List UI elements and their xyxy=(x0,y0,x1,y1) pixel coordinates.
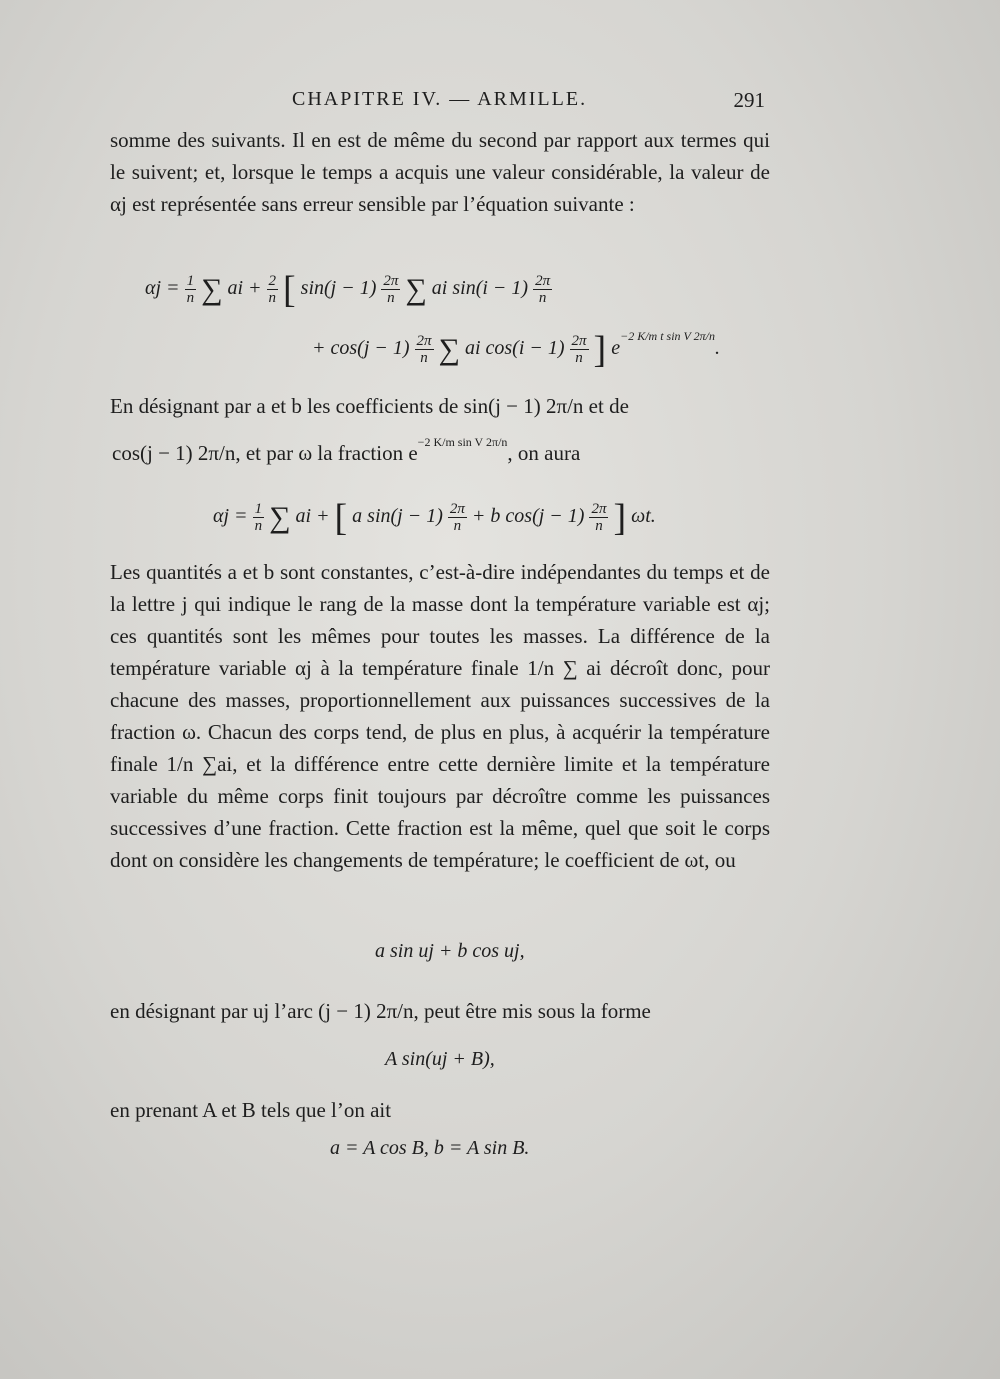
eq4-plus: + b cos(j − 1) xyxy=(471,505,585,527)
eq4-end: ωt. xyxy=(631,505,656,527)
equation-4 xyxy=(213,496,656,540)
eq2-exp: e xyxy=(611,337,621,359)
paragraph-1: somme des suivants. Il en est de même du second par rapport aux termes qui le suivent; et, lorsque le temps a acquis une valeur considérable, la valeur de αj est représentée sans erreur sensible par l’équation suivante : xyxy=(110,128,770,216)
eq3-power: −2 K/m sin V 2π/n xyxy=(417,435,508,449)
page-number: 291 xyxy=(733,88,765,112)
eq2-tail: ai cos(i − 1) xyxy=(464,337,565,359)
equation-1 xyxy=(145,268,552,312)
eq1-frac-1: $\frac{1}{n}$ xyxy=(186,272,195,306)
paragraph-5: en prenant A et B tels que l’on ait xyxy=(110,1098,392,1122)
running-title: CHAPITRE IV. — ARMILLE. xyxy=(292,88,588,110)
equation-7: a = A cos B, b = A sin B. xyxy=(330,1137,530,1159)
eq2-power: −2 K/m t sin V 2π/n xyxy=(620,329,715,343)
paragraph-4: en désignant par uj l’arc (j − 1) 2π/n, peut être mis sous la forme xyxy=(110,999,651,1023)
sigma-symbol: ∑ xyxy=(201,273,223,306)
sigma-symbol: ∑ xyxy=(269,501,291,534)
sigma-symbol: ∑ xyxy=(438,333,460,366)
right-bracket: ] xyxy=(613,497,627,539)
equation-2: + cos(j − 1) $\frac{2\pi}{n}$ ∑ ai cos(i − 1) $\frac{2\pi}{n}$ ] $e^{-2 K/m t sin V 2\pi/n}$. xyxy=(312,329,720,371)
eq3-end: , on aura xyxy=(507,441,581,465)
eq3-text: cos(j − 1) 2π/n, et par ω la fraction e xyxy=(112,441,418,465)
right-bracket: ] xyxy=(593,329,607,371)
eq1-body: sin(j − 1) xyxy=(300,277,377,299)
paragraph-3: Les quantités a et b sont constantes, c’est-à-dire indépendantes du temps et de la lettre j qui indique le rang de la masse dont la température variable est αj; ces quantités sont les mêmes pour toutes les masses. La différence de la température variable αj à la température finale 1/n ∑ ai décroît donc, pour chacune des masses, proportionnellement aux puissances successives de la fraction ω. Chacun des corps tend, de plus en plus, à acquérir la température finale 1/n ∑ai, et la différence entre cette dernière limite et la température variable du même corps finit toujours par décroître comme les puissances successives d’une fraction. Cette fraction est la même, quel que soit le corps dont on considère les changements de température; le coefficient de ωt, ou xyxy=(110,560,770,872)
paragraph-2: En désignant par a et b les coefficients de sin(j − 1) 2π/n et de xyxy=(110,394,629,418)
eq2-frac-1: $\frac{2\pi}{n}$ xyxy=(416,332,432,366)
eq4-mid: ai + xyxy=(295,505,330,527)
left-bracket: [ xyxy=(334,497,348,539)
eq1-frac-3: $\frac{2\pi}{n}$ xyxy=(383,272,399,306)
page-header xyxy=(110,88,765,118)
eq4-lhs: αj = xyxy=(213,505,248,527)
eq1-frac-2: $\frac{2}{n}$ xyxy=(268,272,277,306)
eq4-frac-3: $\frac{2\pi}{n}$ xyxy=(591,500,607,534)
equation-5: a sin uj + b cos uj, xyxy=(375,940,525,962)
left-bracket: [ xyxy=(283,269,296,311)
eq4-frac-2: $\frac{2\pi}{n}$ xyxy=(449,500,465,534)
eq2-frac-2: $\frac{2\pi}{n}$ xyxy=(571,332,587,366)
eq4-frac-1: $\frac{1}{n}$ xyxy=(254,500,263,534)
eq2-body: + cos(j − 1) xyxy=(312,337,410,359)
eq1-mid: ai + xyxy=(227,277,262,299)
equation-3-line xyxy=(112,435,580,466)
sigma-symbol: ∑ xyxy=(405,273,427,306)
eq1-lhs: αj = xyxy=(145,277,180,299)
equation-6: A sin(uj + B), xyxy=(385,1048,495,1070)
eq1-tail: ai sin(i − 1) xyxy=(431,277,529,299)
eq1-frac-4: $\frac{2\pi}{n}$ xyxy=(535,272,551,306)
eq4-body: a sin(j − 1) xyxy=(352,505,443,527)
